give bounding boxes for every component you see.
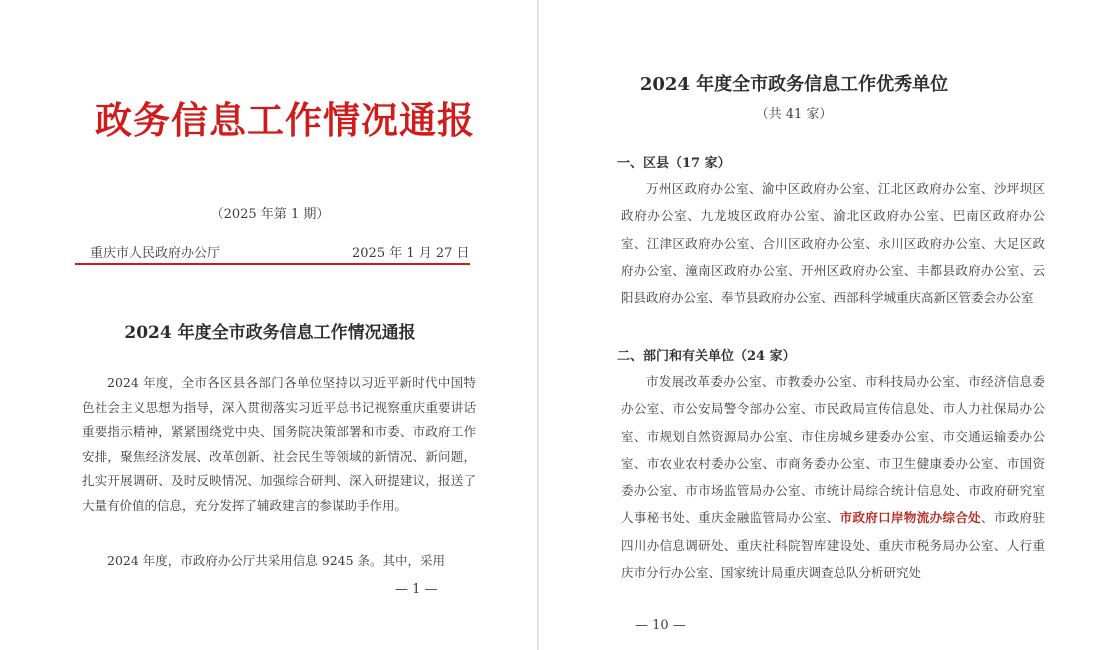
department-units-list (621, 368, 1045, 586)
issue-number: （2025 年第 1 期） (210, 207, 330, 222)
section-heading-departments: 二、部门和有关单位（24 家） (617, 349, 796, 364)
department-units-text-before: 市发展改革委办公室、市教委办公室、市科技局办公室、市经济信息委办公室、市公安局警令部办公室、市民政局宣传信息处、市人力社保局办公室、市规划自然资源局办公室、市住房城乡建委办公室、市交通运输委办公室、市农业农村委办公室、市商务委办公室、市卫生健康委办公室、市国资委办公室、市市场监管局办公室、市统计局综合统计信息处、市政府研究室人事秘书处、重庆金融监管局办公室、 (621, 374, 1045, 526)
awards-title: 2024 年度全市政务信息工作优秀单位 (639, 74, 949, 95)
department-units-text-after: 、市政府驻四川办信息调研处、重庆社科院智库建设处、重庆市税务局办公室、人行重庆市分行办公室、国家统计局重庆调查总队分析研究处 (621, 510, 1045, 581)
highlighted-unit: 市政府口岸物流办综合处 (839, 510, 982, 526)
body-paragraph-1: 2024 年度，全市各区县各部门各单位坚持以习近平新时代中国特色社会主义思想为指导，深入贯彻落实习近平总书记视察重庆重要讲话重要指示精神，紧紧围绕党中央、国务院决策部署和市委、市政府工作安排，聚焦经济发展、改革创新、社会民生等领域的新情况、新问题，扎实开展调研、及时反映情况、加强综合研判、深入研提建议，报送了大量有价值的信息，充分发挥了辅政建言的参谋助手作用。 (82, 375, 476, 513)
body-paragraph-2: 2024 年度，市政府办公厅共采用信息 9245 条。其中，采用 (107, 553, 446, 568)
document-title: 2024 年度全市政务信息工作情况通报 (124, 323, 416, 343)
issuing-office: 重庆市人民政府办公厅 (90, 246, 221, 261)
issue-date: 2025 年 1 月 27 日 (352, 246, 470, 261)
red-divider-line (75, 263, 470, 265)
section-heading-districts: 一、区县（17 家） (617, 156, 731, 171)
left-page (0, 0, 537, 650)
page-number-left: — 1 — (395, 582, 438, 597)
district-units-list: 万州区政府办公室、渝中区政府办公室、江北区政府办公室、沙坪坝区政府办公室、九龙坡区政府办公室、渝北区政府办公室、巴南区政府办公室、江津区政府办公室、合川区政府办公室、永川区政府办公室、大足区政府办公室、潼南区政府办公室、开州区政府办公室、丰都县政府办公室、云阳县政府办公室、奉节县政府办公室、西部科学城重庆高新区管委会办公室 (621, 181, 1045, 306)
right-page (539, 0, 1114, 650)
masthead-title: 政务信息工作情况通报 (95, 99, 475, 142)
page-number-right: — 10 — (635, 618, 686, 633)
awards-count: （共 41 家） (755, 107, 833, 122)
